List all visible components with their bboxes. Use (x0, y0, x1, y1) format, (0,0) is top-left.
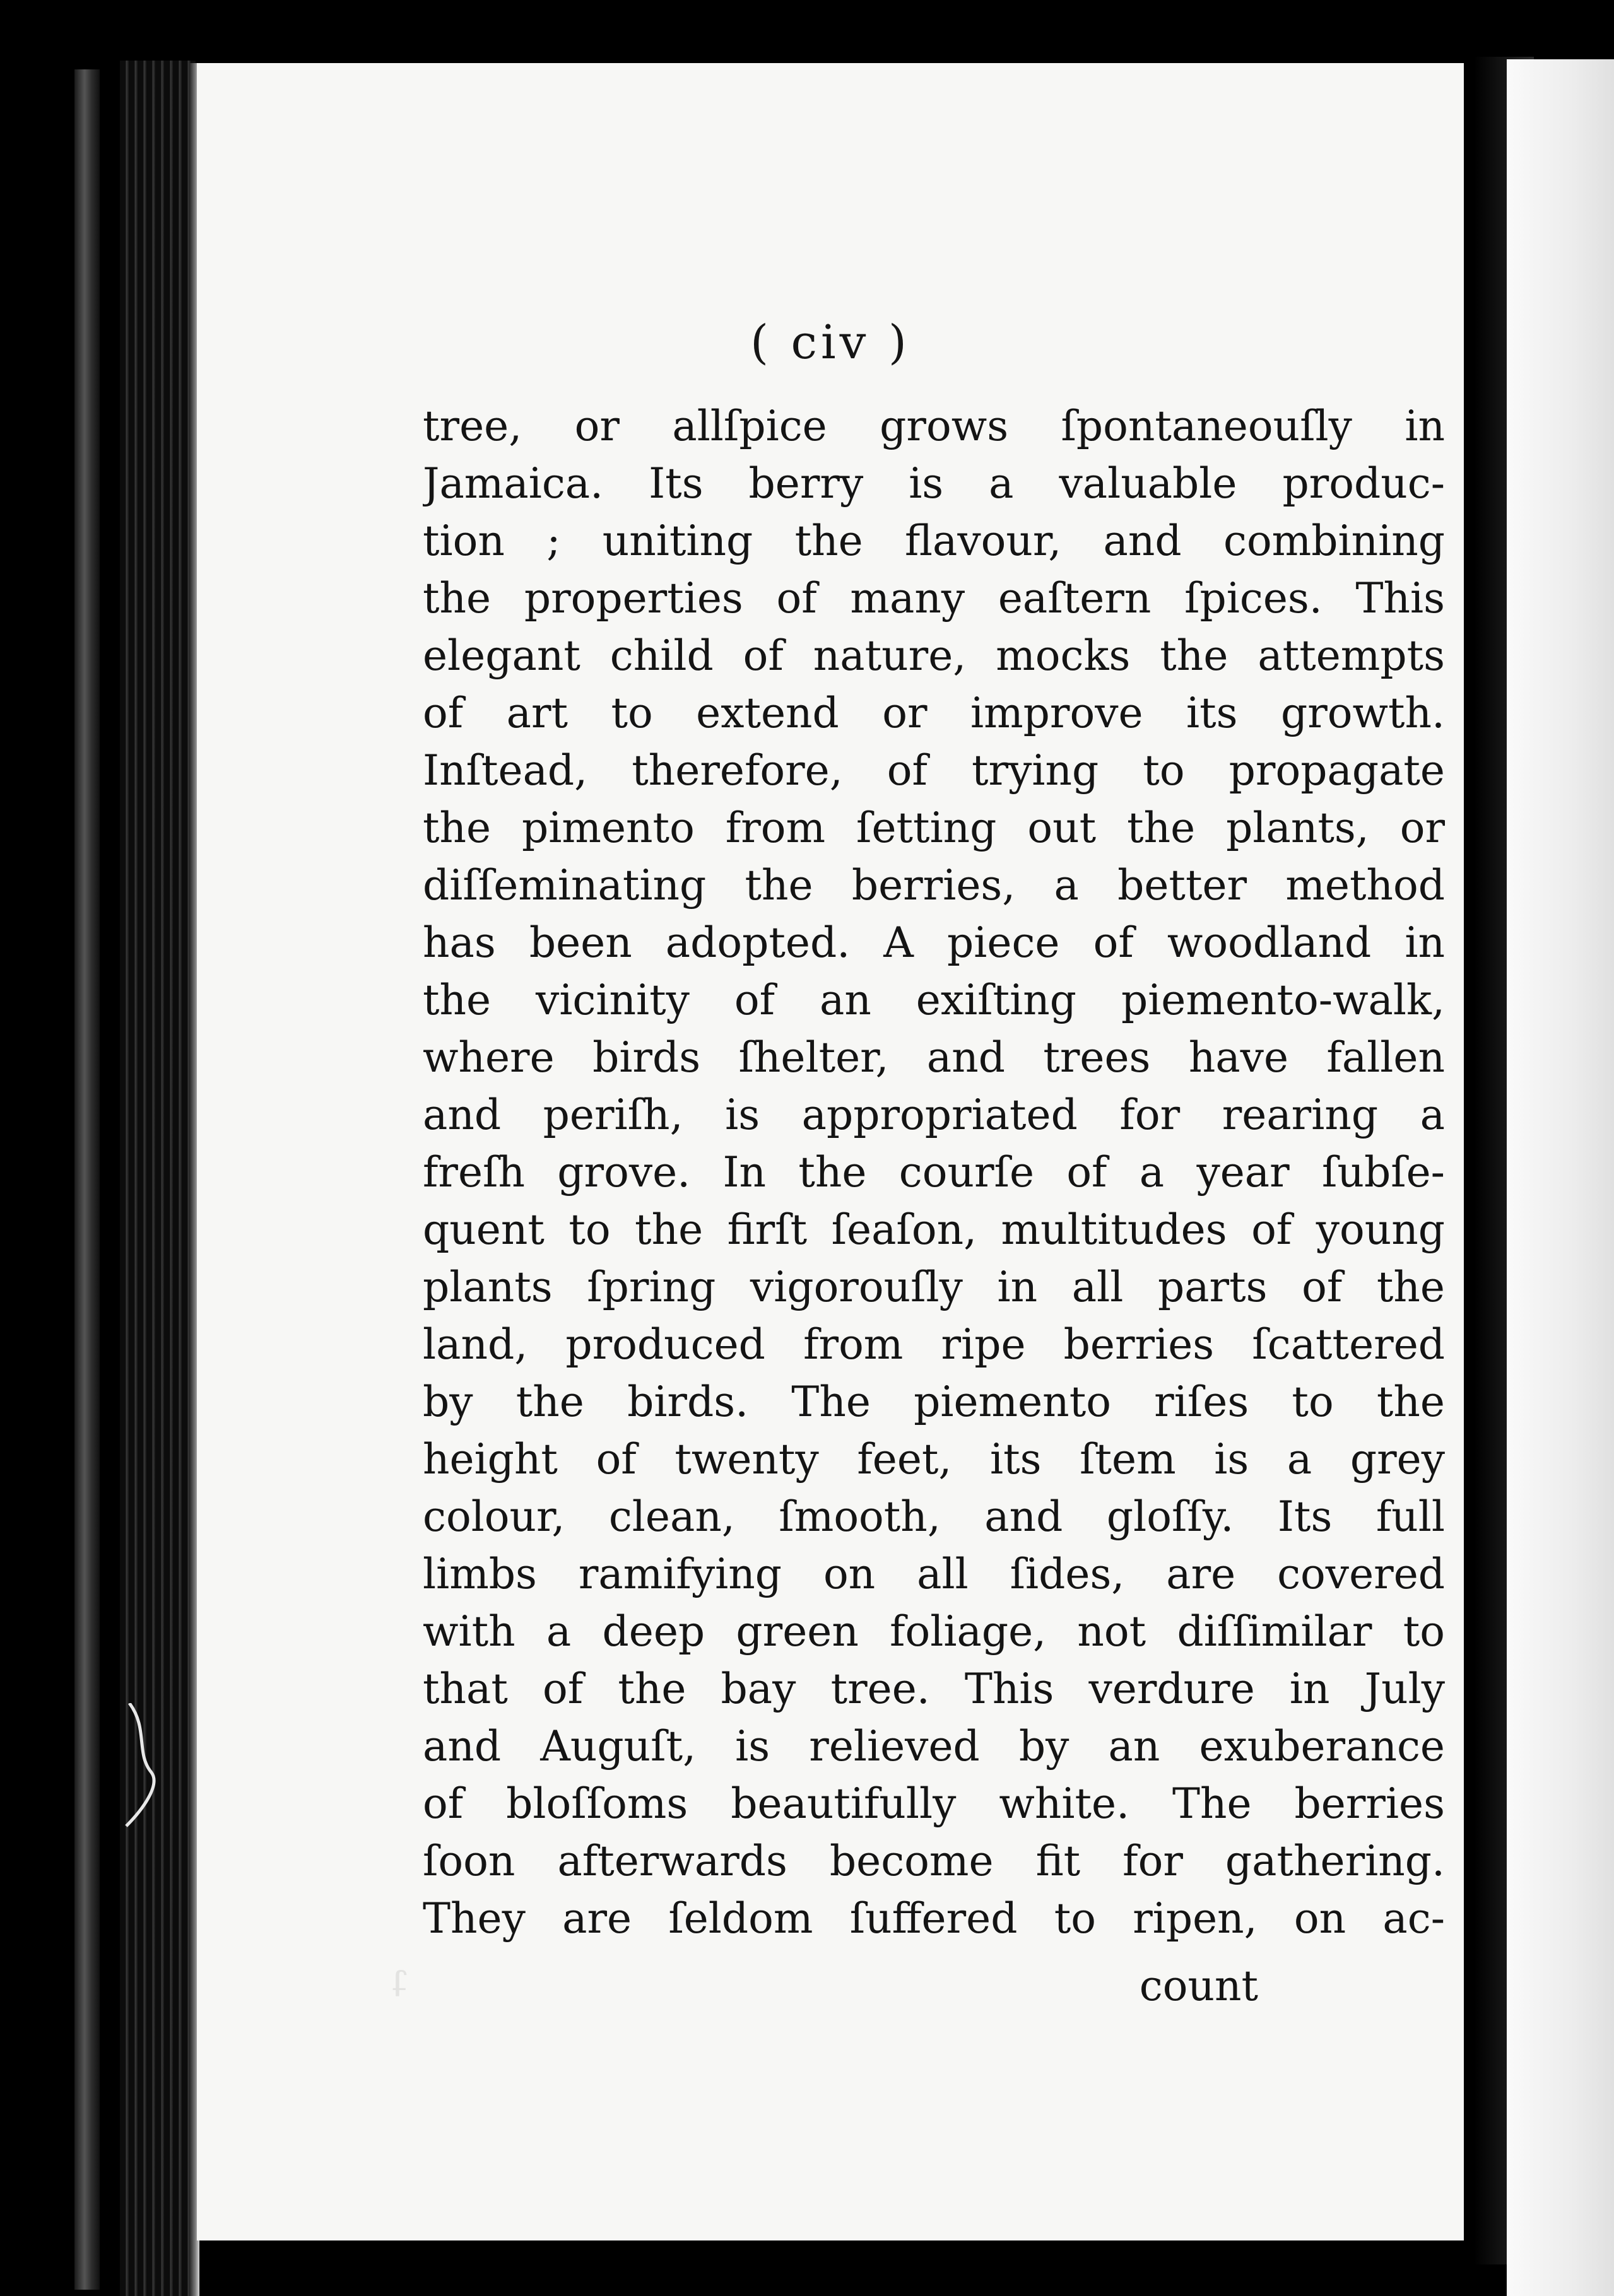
text-line: land, produced from ripe berries ſcattered (423, 1320, 1445, 1369)
margin-bracket-mark (123, 1703, 167, 1829)
text-line: by the birds. The piemento riſes to the (423, 1378, 1445, 1426)
text-line: the properties of many eaſtern ſpices. This (423, 574, 1445, 623)
text-line: colour, clean, ſmooth, and gloſſy. Its full (423, 1492, 1445, 1541)
book-binding-gutter (120, 61, 196, 2296)
body-text (423, 397, 1445, 1947)
text-line: diſſeminating the berries, a better method (423, 861, 1445, 910)
text-line: Inſtead, therefore, of trying to propagate (423, 746, 1445, 795)
text-line: plants ſpring vigorouſly in all parts of the (423, 1263, 1445, 1311)
text-line: where birds ſhelter, and trees have fallen (423, 1033, 1445, 1082)
page-number: ( civ ) (750, 315, 910, 370)
text-line: tion ; uniting the flavour, and combining (423, 517, 1445, 565)
book-spine-edge (74, 69, 100, 2290)
text-line: of bloſſoms beautifully white. The berries (423, 1779, 1445, 1828)
text-line: and Auguſt, is relieved by an exuberance (423, 1722, 1445, 1771)
text-line: freſh grove. In the courſe of a year ſubſe- (423, 1148, 1445, 1197)
text-line: and periſh, is appropriated for rearing a (423, 1091, 1445, 1139)
text-line: has been adopted. A piece of woodland in (423, 918, 1445, 967)
book-page (197, 63, 1464, 2240)
facing-page-leaf (1507, 59, 1614, 2296)
text-line: of art to extend or improve its growth. (423, 689, 1445, 737)
text-line: with a deep green foliage, not diſſimilar to (423, 1607, 1445, 1656)
text-line: height of twenty feet, its ſtem is a grey (423, 1435, 1445, 1484)
text-line: tree, or allſpice grows ſpontaneouſly in (423, 402, 1445, 450)
catchword: count (1139, 1962, 1258, 2010)
bleed-through-mark: ʇ (392, 1955, 408, 2000)
text-line: elegant child of nature, mocks the attempts (423, 631, 1445, 680)
text-line: ſoon afterwards become fit for gathering. (423, 1837, 1445, 1885)
text-line: the pimento from ſetting out the plants, or (423, 804, 1445, 852)
text-line: They are ſeldom ſuffered to ripen, on ac- (423, 1894, 1445, 1943)
text-line: limbs ramifying on all ſides, are covered (423, 1550, 1445, 1598)
text-line: the vicinity of an exiſting piemento-walk, (423, 976, 1445, 1024)
text-line: Jamaica. Its berry is a valuable produc- (423, 459, 1445, 508)
text-line: that of the bay tree. This verdure in July (423, 1665, 1445, 1713)
text-line: quent to the firſt ſeaſon, multitudes of young (423, 1205, 1445, 1254)
